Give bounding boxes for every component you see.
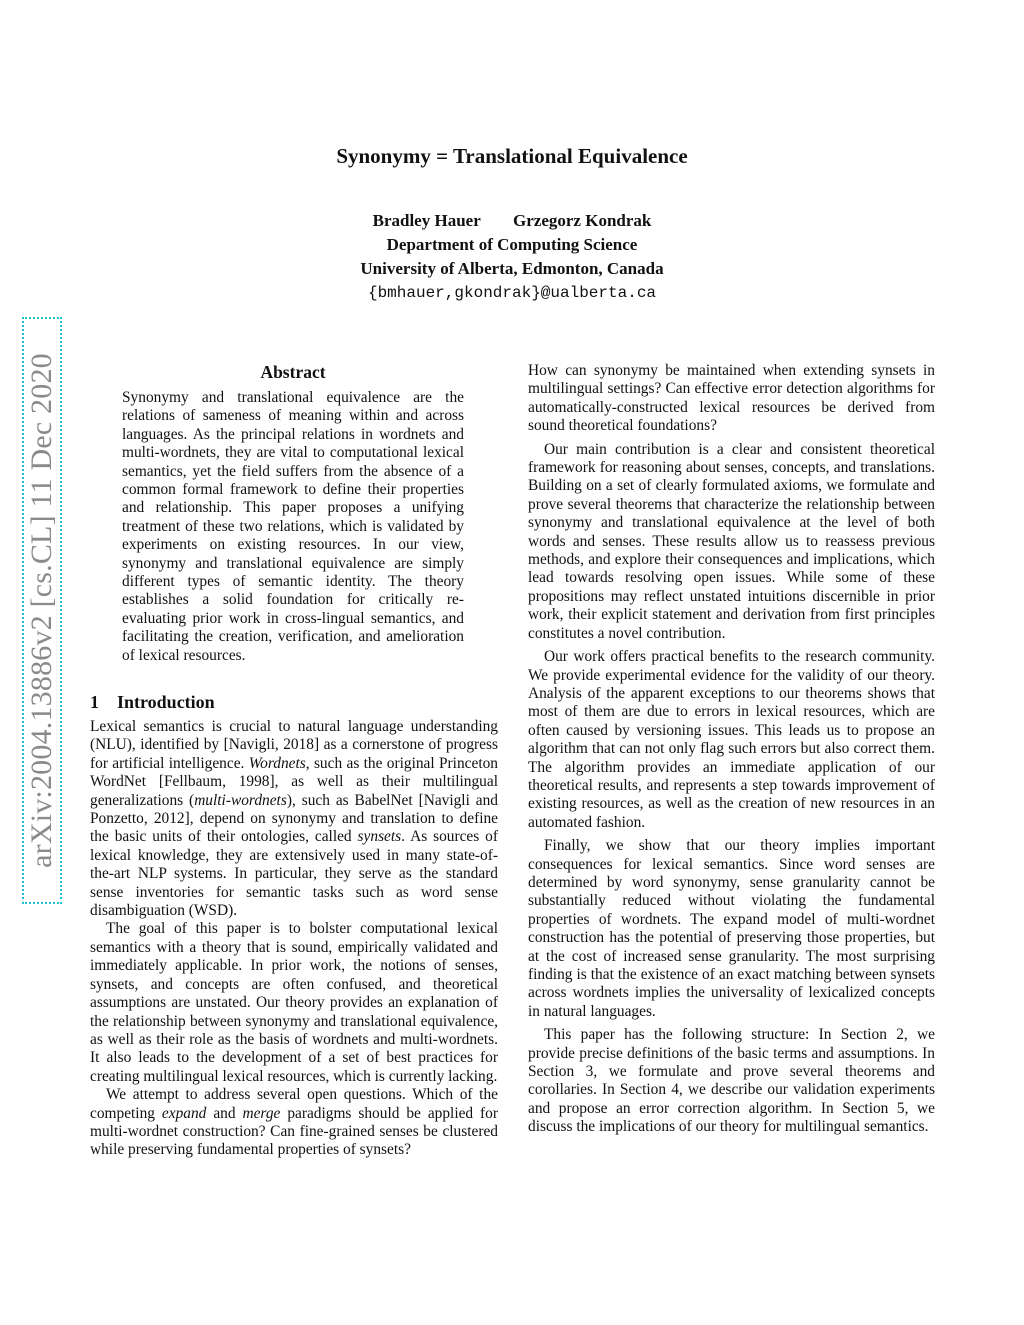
author-name: Grzegorz Kondrak [513, 211, 652, 230]
abstract-text: Synonymy and translational equivalence are the relations of sameness of meaning within and across languages. As the principal relations in wordnets and multi-wordnets, they are vital to computational lexical semantics, yet the field suffers from the absence of a common formal framework to define their properties and relationship. This paper proposes a unifying treatment of these two relations, which is validated by experiments on existing resources. In our view, synonymy and translational equivalence are simply different types of semantic identity. The theory establishes a solid foundation for critically re-evaluating prior work in cross-lingual semantics, and facilitating the creation, verification, and amelioration of lexical resources. [122, 389, 464, 664]
author-department: Department of Computing Science [386, 235, 638, 254]
section-number: 1 [90, 692, 99, 712]
paper-title: Synonymy = Translational Equivalence [336, 144, 688, 168]
author-name: Bradley Hauer [372, 211, 481, 230]
arxiv-stamp: arXiv:2004.13886v2 [cs.CL] 11 Dec 2020 [22, 317, 62, 904]
intro-paragraph: The goal of this paper is to bolster computational lexical semantics with a theory that is sound, empirically validated and immediately applicable. In prior work, the notions of senses, synsets, and concepts are often confused, and theoretical assumptions are unstated. Our theory provides an explanation of the relationship between synonymy and translational equivalence, as well as their role as the basis of wordnets and multi-wordnets. It also leads to the development of a set of best practices for creating multilingual lexical resources, which is currently lacking. [90, 920, 498, 1085]
author-block [0, 209, 1024, 305]
section-heading [90, 692, 215, 713]
body-paragraph: How can synonymy be maintained when extending synsets in multilingual settings? Can effective error detection algorithms for automatically-constructed lexical resources be derived from sound theoretical foundations? [528, 362, 935, 435]
intro-paragraph: We attempt to address several open questions. Which of the competing expand and merge paradigms should be applied for multi-wordnet construction? Can fine-grained senses be clustered while preserving fundamental properties of synsets? [90, 1086, 499, 1159]
left-column-body [90, 718, 498, 1160]
body-paragraph: Our work offers practical benefits to the research community. We provide experimental evidence for the validity of our theory. Analysis of the apparent exceptions to our theorems shows that most of them are due to errors in lexical resources, which are often caused by versioning issues. This leads us to propose an algorithm that can not only flag such errors but also correct them. The algorithm provides an immediate application of our theoretical results, and represents a step towards improvement of existing resources, as well as the creation of new resources in an automated fashion. [528, 648, 935, 831]
body-paragraph: Finally, we show that our theory implies important consequences for lexical semantics. Since word senses are determined by word synonymy, sense granularity cannot be substantially reduced without violating the fundamental properties of wordnets. The expand model of multi-wordnet construction has the potential of preserving those properties, but at the cost of increased sense granularity. The most surprising finding is that the existence of an exact matching between synsets across wordnets implies the universality of lexicalized concepts in natural languages. [528, 837, 935, 1020]
author-names [0, 209, 1024, 233]
body-paragraph: Our main contribution is a clear and consistent theoretical framework for reasoning about senses, concepts, and translations. Building on a set of clearly formulated axioms, we formulate and prove several theorems that characterize the relationship between synonymy and translational equivalence at the level of both words and senses. These results allow us to reassess previous methods, and explore their consequences and implications, which lead towards resolving open issues. While some of these propositions may reflect unstated intuitions discernible in prior work, their explicit statement and derivation from first principles constitutes a novel contribution. [528, 440, 935, 642]
section-title: Introduction [117, 692, 215, 712]
author-email: {bmhauer,gkondrak}@ualberta.ca [367, 284, 657, 302]
abstract-heading: Abstract [260, 362, 326, 382]
author-university: University of Alberta, Edmonton, Canada [360, 259, 664, 278]
intro-paragraph: Lexical semantics is crucial to natural language understanding (NLU), identified by [Navigli, 2018] as a cornerstone of progress for artificial intelligence. Wordnets, such as the original Princeton WordNet [Fellbaum, 1998], as well as their multilingual generalizations (multi-wordnets), such as BabelNet [Navigli and Ponzetto, 2012], depend on synonymy and translation to define the basic units of their ontologies, called synsets. As sources of lexical knowledge, they are extensively used in many state-of-the-art NLP systems. In particular, they serve as the standard sense inventories for semantic tasks such as word sense disambiguation (WSD). [90, 718, 498, 920]
right-column-body [528, 362, 935, 1137]
body-paragraph: This paper has the following structure: In Section 2, we provide precise definitions of the basic terms and assumptions. In Section 3, we formulate and prove several theorems and corollaries. In Section 4, we describe our validation experiments and propose an error correction algorithm. In Section 5, we discuss the implications of our theory for multilingual semantics. [528, 1026, 935, 1136]
